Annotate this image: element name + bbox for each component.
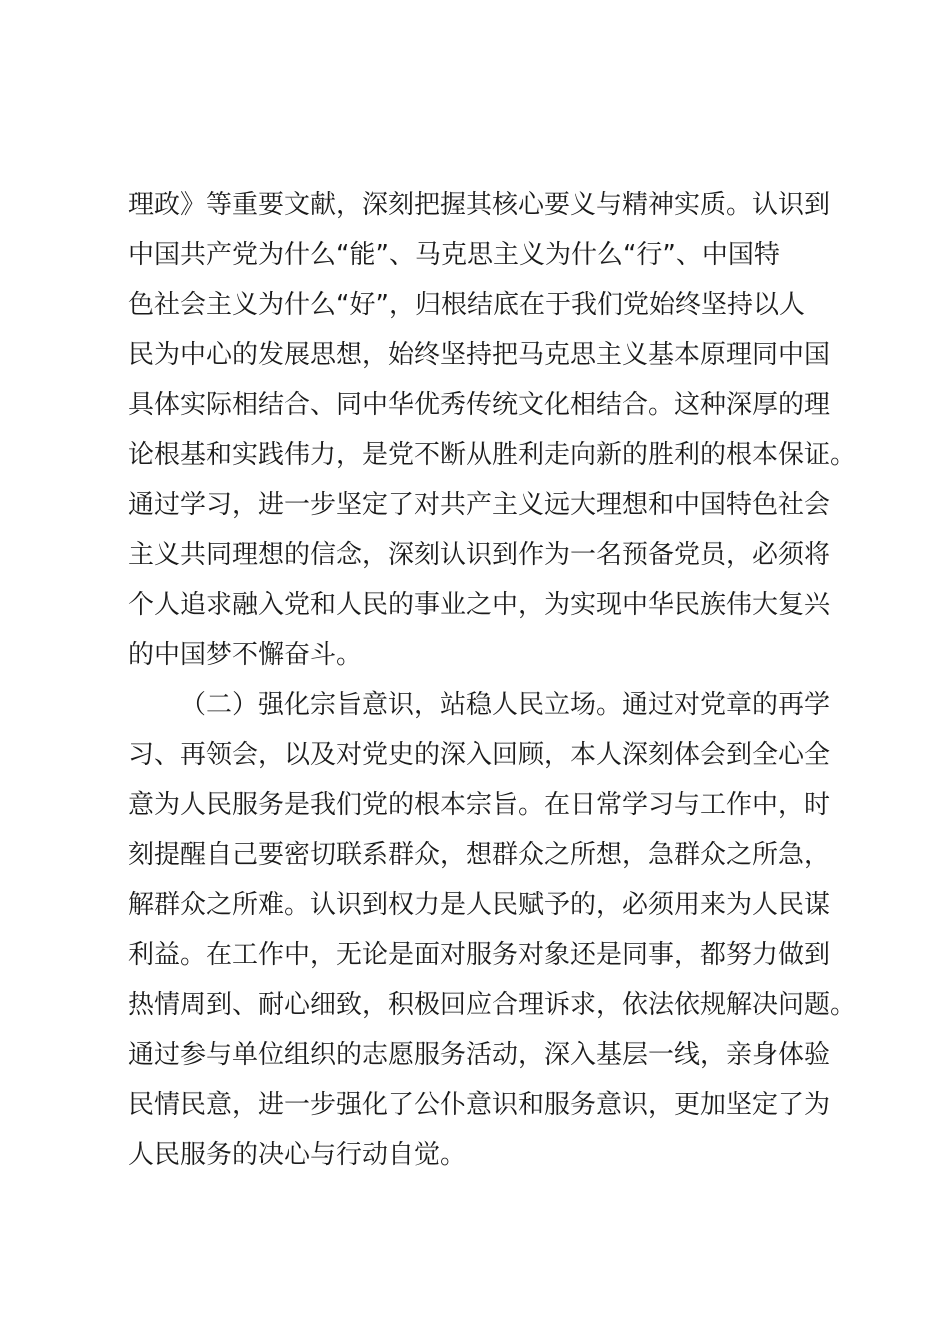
text-line: 具体实际相结合、同中华优秀传统文化相结合。这种深厚的理 [128,390,831,420]
text-line: 民情民意，进一步强化了公仆意识和服务意识，更加坚定了为 [128,1090,831,1120]
text-line: 刻提醒自己要密切联系群众，想群众之所想，急群众之所急， [128,840,831,870]
text-line: 热情周到、耐心细致，积极回应合理诉求，依法依规解决问题。 [128,990,857,1020]
text-line: 个人追求融入党和人民的事业之中，为实现中华民族伟大复兴 [128,590,831,620]
text-line: 论根基和实践伟力，是党不断从胜利走向新的胜利的根本保证。 [128,440,857,470]
text-line: 主义共同理想的信念，深刻认识到作为一名预备党员，必须将 [128,540,831,570]
text-line: 利益。在工作中，无论是面对服务对象还是同事，都努力做到 [128,940,831,970]
text-line: 通过参与单位组织的志愿服务活动，深入基层一线，亲身体验 [128,1040,831,1070]
text-line: 色社会主义为什么“好”，归根结底在于我们党始终坚持以人 [128,290,805,320]
text-line: 民为中心的发展思想，始终坚持把马克思主义基本原理同中国 [128,340,831,370]
text-line: 通过学习，进一步坚定了对共产主义远大理想和中国特色社会 [128,490,831,520]
text-line: 解群众之所难。认识到权力是人民赋予的，必须用来为人民谋 [128,890,831,920]
text-line: 人民服务的决心与行动自觉。 [128,1140,467,1170]
text-line: 习、再领会，以及对党史的深入回顾，本人深刻体会到全心全 [128,740,831,770]
text-line: 中国共产党为什么“能”、马克思主义为什么“行”、中国特 [128,240,780,270]
text-line: 理政》等重要文献，深刻把握其核心要义与精神实质。认识到 [128,190,831,220]
text-line: 的中国梦不懈奋斗。 [128,640,363,670]
text-line: 意为人民服务是我们党的根本宗旨。在日常学习与工作中，时 [128,790,831,820]
section-heading-line: （二）强化宗旨意识，站稳人民立场。通过对党章的再学 [180,690,831,720]
